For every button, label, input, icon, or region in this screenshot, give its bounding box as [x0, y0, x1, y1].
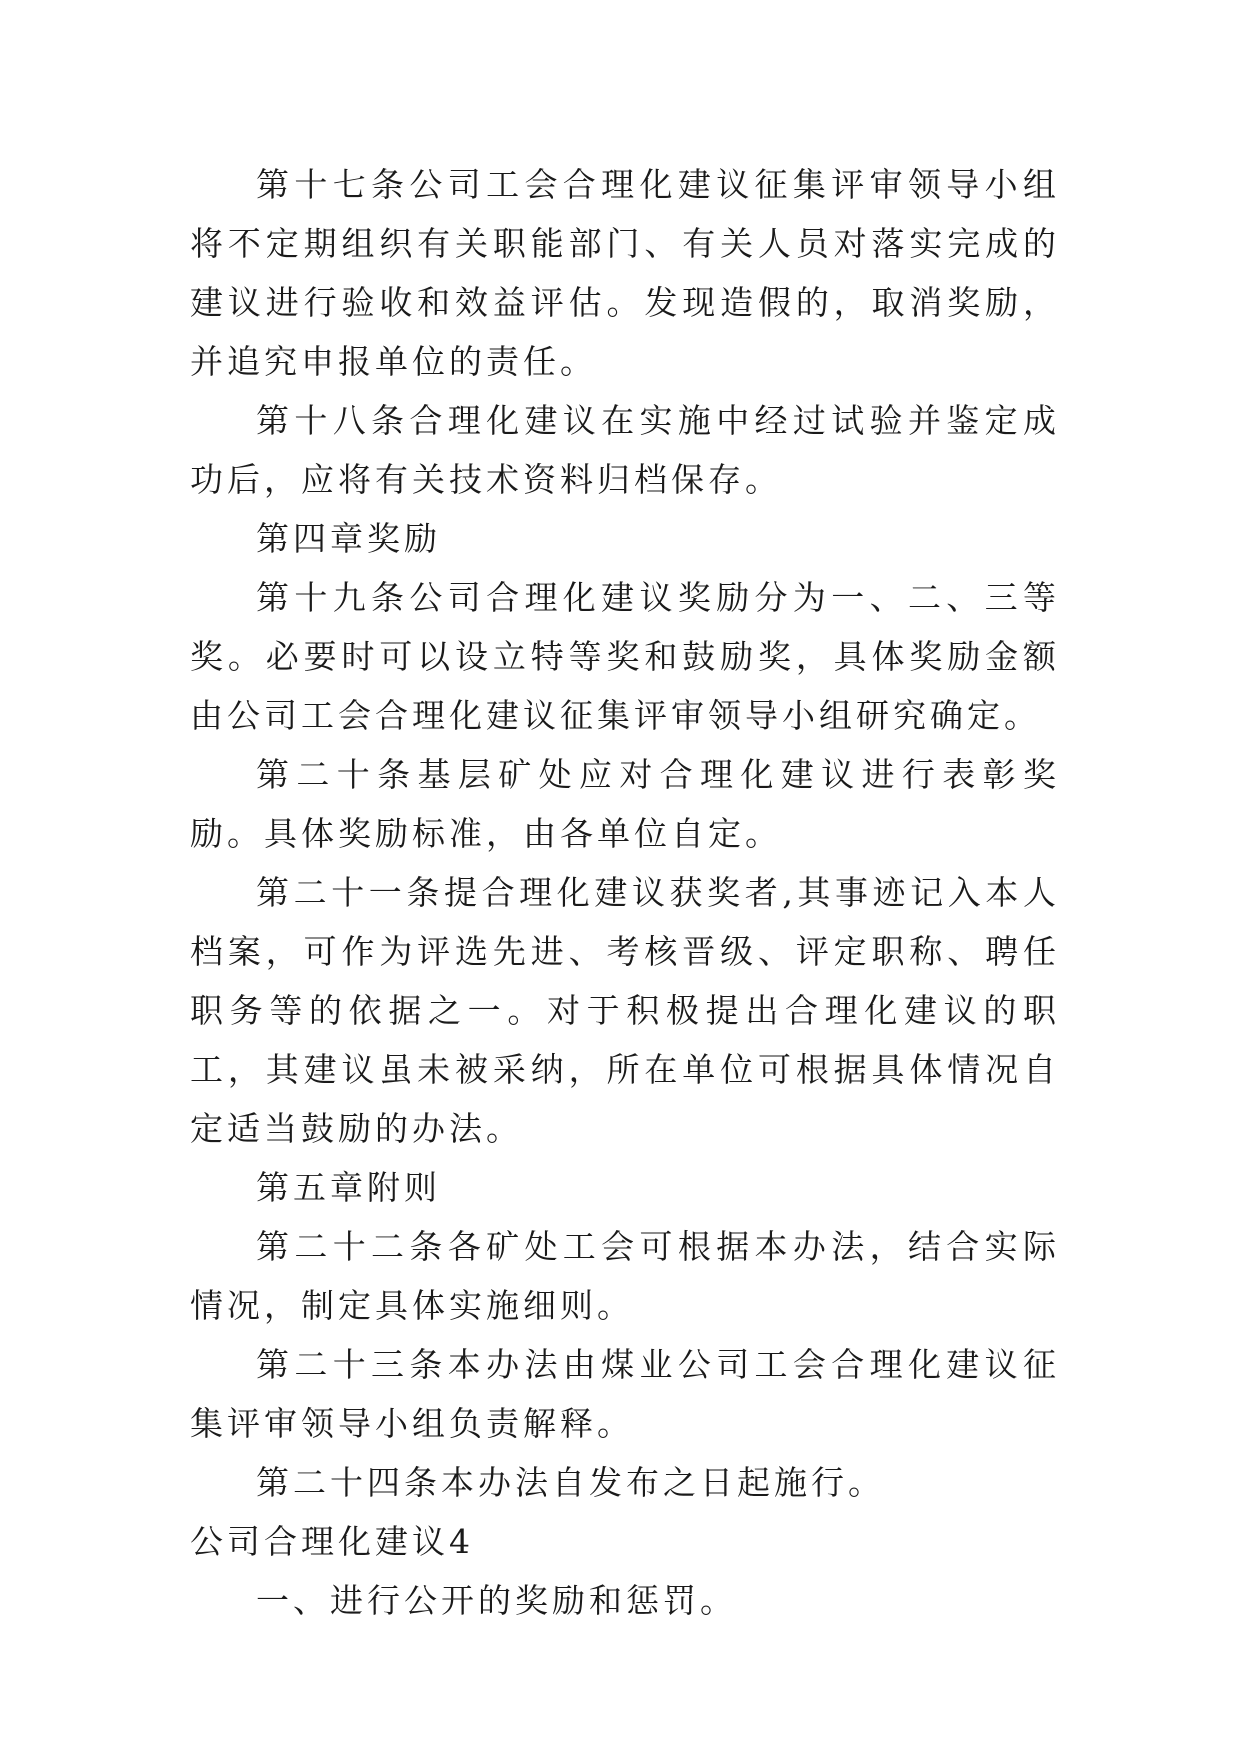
article-21-paragraph: 第二十一条提合理化建议获奖者,其事迹记入本人档案，可作为评选先进、考核晋级、评定职称、聘任职务等的依据之一。对于积极提出合理化建议的职工，其建议虽未被采纳，所在单位可根据具体情况自定适当鼓励的办法。 — [190, 873, 1060, 1148]
chapter-5-heading: 第五章附则 — [256, 1168, 441, 1207]
article-23-paragraph: 第二十三条本办法由煤业公司工会合理化建议征集评审领导小组负责解释。 — [190, 1345, 1060, 1443]
article-20-paragraph: 第二十条基层矿处应对合理化建议进行表彰奖励。具体奖励标准，由各单位自定。 — [190, 755, 1060, 853]
chapter-4-heading: 第四章奖励 — [256, 519, 441, 558]
list-item: 一、进行公开的奖励和惩罚。 — [256, 1581, 737, 1620]
section-title: 公司合理化建议4 — [190, 1522, 474, 1561]
article-18-paragraph: 第十八条合理化建议在实施中经过试验并鉴定成功后，应将有关技术资料归档保存。 — [190, 401, 1060, 499]
article-22-paragraph: 第二十二条各矿处工会可根据本办法，结合实际情况，制定具体实施细则。 — [190, 1227, 1060, 1325]
document-body — [190, 155, 1060, 1630]
article-17-paragraph: 第十七条公司工会合理化建议征集评审领导小组将不定期组织有关职能部门、有关人员对落实完成的建议进行验收和效益评估。发现造假的，取消奖励，并追究申报单位的责任。 — [190, 165, 1060, 381]
article-19-paragraph: 第十九条公司合理化建议奖励分为一、二、三等奖。必要时可以设立特等奖和鼓励奖，具体奖励金额由公司工会合理化建议征集评审领导小组研究确定。 — [190, 578, 1060, 735]
article-24-paragraph: 第二十四条本办法自发布之日起施行。 — [256, 1463, 885, 1502]
